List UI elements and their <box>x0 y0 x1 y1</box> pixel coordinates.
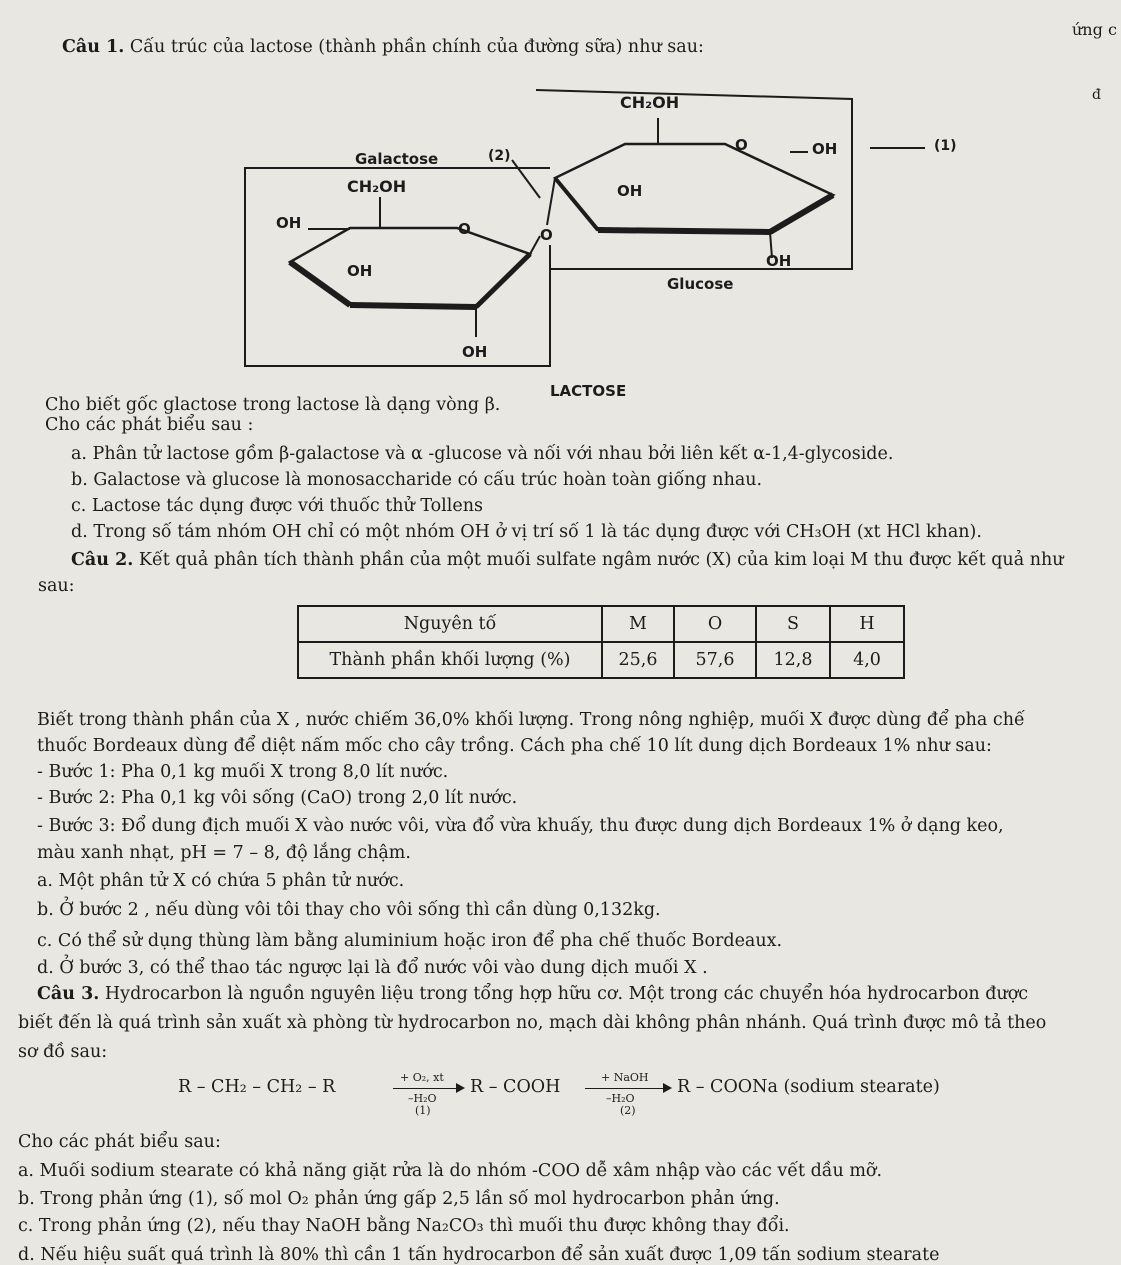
label-1: (1) <box>934 138 957 154</box>
q1-statement-a: a. Phân tử lactose gồm β-galactose và α -glucose và nối với nhau bởi liên kết α-1,4-glycoside. <box>71 444 894 464</box>
galactose-ring-o: O <box>458 220 471 238</box>
table-header-mass: Thành phần khối lượng (%) <box>298 642 602 678</box>
q3-title-3: sơ đồ sau: <box>18 1042 108 1062</box>
scheme-r1-top: + O₂, xt <box>400 1071 444 1084</box>
galactose-ring <box>290 228 530 307</box>
q1-title: Câu 1. Cấu trúc của lactose (thành phần chính của đường sữa) như sau: <box>62 37 704 57</box>
q1-statement-d: d. Trong số tám nhóm OH chỉ có một nhóm OH ở vị trí số 1 là tác dụng được với CH₃OH (xt HCl khan). <box>71 522 982 542</box>
glucose-oh-bottom: OH <box>766 252 792 270</box>
lactose-structure-diagram <box>0 0 1121 400</box>
glucose-oh-right: OH <box>812 140 838 158</box>
table-cell-element: O <box>674 606 756 642</box>
q3-statement-d: d. Nếu hiệu suất quá trình là 80% thì cần 1 tấn hydrocarbon để sản xuất được 1,09 tấn sodium stearate <box>18 1245 940 1265</box>
q2-step-3b: màu xanh nhạt, pH = 7 – 8, độ lắng chậm. <box>37 843 411 863</box>
q3-statement-b: b. Trong phản ứng (1), số mol O₂ phản ứng gấp 2,5 lần số mol hydrocarbon phản ứng. <box>18 1189 780 1209</box>
scheme-r1-bottom: –H₂O <box>408 1092 437 1105</box>
lactose-label: LACTOSE <box>550 382 627 400</box>
q1-statement-c: c. Lactose tác dụng được với thuốc thử Tollens <box>71 496 483 516</box>
scheme-r2-number: (2) <box>620 1104 636 1117</box>
diagram-frame-left <box>245 168 550 366</box>
galactose-oh-left: OH <box>276 214 302 232</box>
q2-statement-d: d. Ở bước 3, có thể thao tác ngược lại là đổ nước vôi vào dung dịch muối X . <box>37 958 708 978</box>
scheme-arrow-2-head <box>663 1083 672 1093</box>
q3-statement-c: c. Trong phản ứng (2), nếu thay NaOH bằng Na₂CO₃ thì muối thu được không thay đổi. <box>18 1216 790 1236</box>
table-cell-value: 4,0 <box>830 642 904 678</box>
scheme-arrow-1-head <box>456 1083 465 1093</box>
composition-table <box>297 605 905 679</box>
corner-text: ứng c <box>1072 20 1117 39</box>
scheme-start: R – CH₂ – CH₂ – R <box>178 1077 336 1097</box>
table-cell-value: 25,6 <box>602 642 674 678</box>
scheme-arrow-2 <box>585 1088 664 1089</box>
scheme-r2-bottom: –H₂O <box>606 1092 635 1105</box>
table-cell-element: M <box>602 606 674 642</box>
q3-intro: Cho các phát biểu sau: <box>18 1132 221 1152</box>
galactose-oh-mid: OH <box>347 262 373 280</box>
table-cell-element: S <box>756 606 830 642</box>
q1-statement-b: b. Galactose và glucose là monosaccharide có cấu trúc hoàn toàn giống nhau. <box>71 470 763 490</box>
q2-title-2: sau: <box>38 576 75 596</box>
ch2oh-top-label: CH₂OH <box>620 93 680 112</box>
table-cell-value: 57,6 <box>674 642 756 678</box>
scheme-mid: R – COOH <box>470 1077 561 1097</box>
glucose-ring-o: O <box>735 136 748 154</box>
galactose-label: Galactose <box>355 150 439 168</box>
q3-title-2: biết đến là quá trình sản xuất xà phòng từ hydrocarbon no, mạch dài không phân nhánh. Quá trình được mô tả theo <box>18 1013 1047 1033</box>
q2-statement-a: a. Một phân tử X có chứa 5 phân tử nước. <box>37 871 405 891</box>
q2-step-2: - Bước 2: Pha 0,1 kg vôi sống (CaO) trong 2,0 lít nước. <box>37 788 518 808</box>
corner-mark: đ <box>1092 87 1101 103</box>
q2-step-3a: - Bước 3: Đổ dung địch muối X vào nước vôi, vừa đổ vừa khuấy, thu được dung dịch Bordeaux 1% ở dạng keo, <box>37 816 1004 836</box>
q2-line-1: Biết trong thành phần của X , nước chiếm 36,0% khối lượng. Trong nông nghiệp, muối X được dùng để pha chế <box>37 710 1025 730</box>
q2-line-2: thuốc Bordeaux dùng để diệt nấm mốc cho cây trồng. Cách pha chế 10 lít dung dịch Bordeaux 1% như sau: <box>37 736 992 756</box>
q2-statement-b: b. Ở bước 2 , nếu dùng vôi tôi thay cho vôi sống thì cần dùng 0,132kg. <box>37 900 661 920</box>
label-2: (2) <box>488 148 511 164</box>
scheme-r2-top: + NaOH <box>601 1071 649 1084</box>
diagram-frame-right <box>536 90 852 269</box>
table-cell-element: H <box>830 606 904 642</box>
table-header-element: Nguyên tố <box>298 606 602 642</box>
glucose-label: Glucose <box>667 275 734 293</box>
ch2oh-left-label: CH₂OH <box>347 177 407 196</box>
galactose-oh-bottom: OH <box>462 343 488 361</box>
q2-step-1: - Bước 1: Pha 0,1 kg muối X trong 8,0 lít nước. <box>37 762 449 782</box>
scheme-arrow-1 <box>393 1088 457 1089</box>
q3-title-1: Câu 3. Hydrocarbon là nguồn nguyên liệu trong tổng hợp hữu cơ. Một trong các chuyển hóa hydrocarbon được <box>37 984 1029 1004</box>
q2-title-1: Câu 2. Kết quả phân tích thành phần của một muối sulfate ngâm nước (X) của kim loại M thu được kết quả như <box>71 550 1064 570</box>
q1-intro: Cho các phát biểu sau : <box>45 415 254 435</box>
table-cell-value: 12,8 <box>756 642 830 678</box>
q3-statement-a: a. Muối sodium stearate có khả năng giặt rửa là do nhóm -COO dễ xâm nhập vào các vết dầu mỡ. <box>18 1161 883 1181</box>
q2-statement-c: c. Có thể sử dụng thùng làm bằng aluminium hoặc iron để pha chế thuốc Bordeaux. <box>37 931 783 951</box>
scheme-end: R – COONa (sodium stearate) <box>677 1077 940 1097</box>
q1-note: Cho biết gốc glactose trong lactose là dạng vòng β. <box>45 395 501 415</box>
scheme-r1-number: (1) <box>415 1104 431 1117</box>
glucose-oh-mid: OH <box>617 182 643 200</box>
glycosidic-o: O <box>540 226 553 244</box>
